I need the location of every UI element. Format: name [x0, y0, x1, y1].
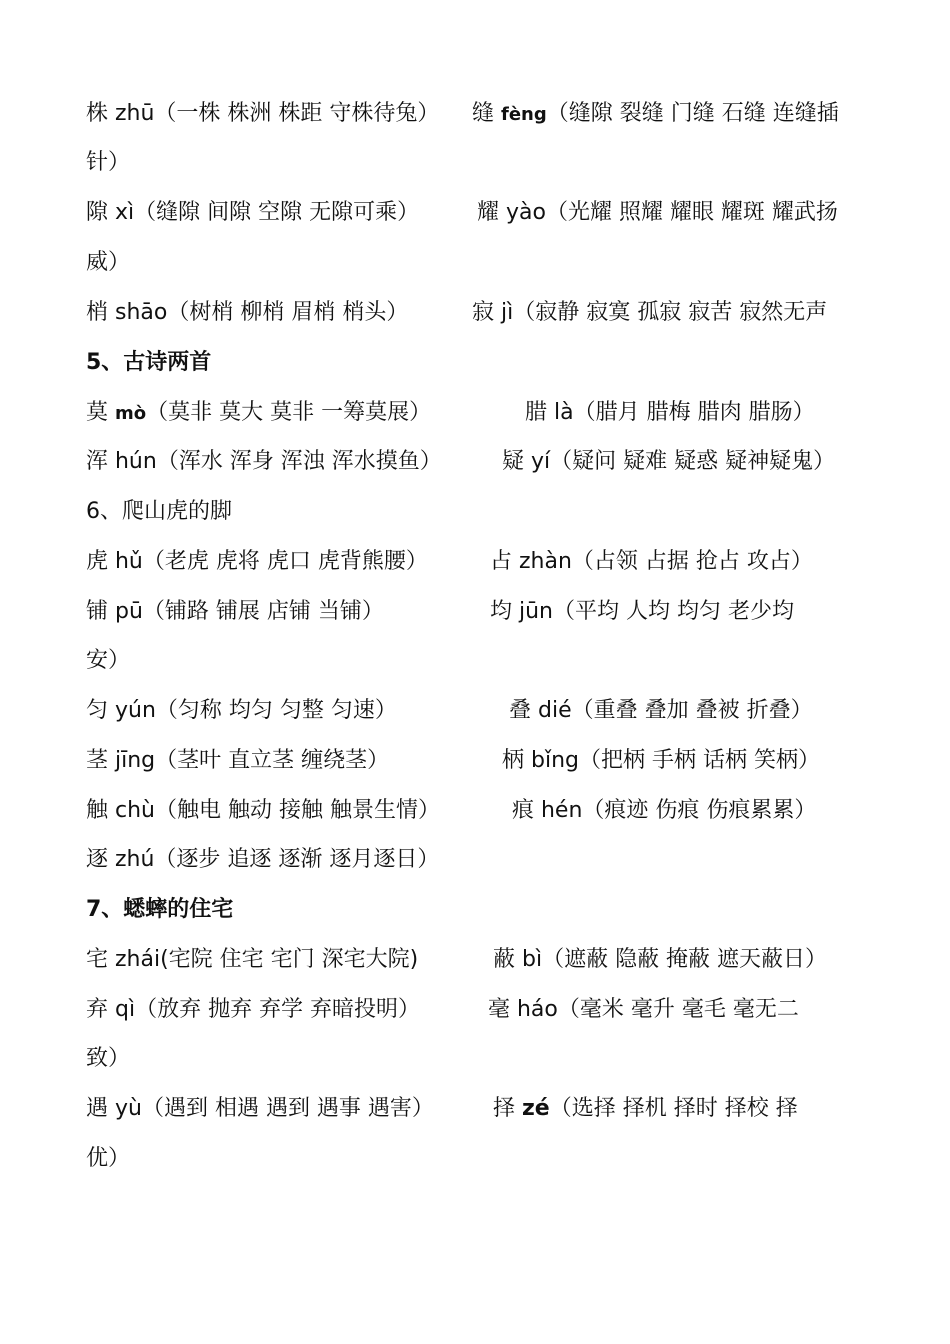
vocab-entry-zhai: 宅 zhái(宅院 住宅 宅门 深宅大院) — [86, 947, 419, 972]
vocab-entry-shao: 梢 shāo（树梢 柳梢 眉梢 梢头） — [86, 300, 409, 325]
vocab-entry-ji: 寂 jì（寂静 寂寞 孤寂 寂苦 寂然无声 — [472, 300, 828, 325]
vocab-entry-feng — [472, 99, 839, 130]
vocab-entry-pu: 铺 pū（铺路 铺展 店铺 当铺） — [86, 599, 384, 624]
vocab-entry-yun: 匀 yún（匀称 均匀 匀整 匀速） — [86, 698, 397, 723]
vocab-entry-qi: 弃 qì（放弃 抛弃 弃学 弃暗投明） — [86, 997, 421, 1022]
vocab-continuation: 优） — [86, 1146, 131, 1171]
entry-char: 莫 — [86, 400, 115, 425]
vocab-entry-chu: 触 chù（触电 触动 接触 触景生情） — [86, 798, 440, 823]
vocab-entry-hun: 浑 hún（浑水 浑身 浑浊 浑水摸鱼） — [86, 449, 442, 474]
vocab-entry-ze — [493, 1094, 798, 1124]
vocab-entry-yi: 疑 yí（疑问 疑难 疑惑 疑神疑鬼） — [502, 449, 836, 474]
section-heading: 5、古诗两首 — [86, 350, 212, 375]
entry-pinyin: zé — [522, 1096, 550, 1121]
entry-char: 择 — [493, 1096, 522, 1121]
vocab-entry-jun: 均 jūn（平均 人均 均匀 老少均 — [490, 599, 794, 624]
vocab-entry-bing: 柄 bǐng（把柄 手柄 话柄 笑柄） — [502, 748, 820, 773]
vocab-entry-bi: 蔽 bì（遮蔽 隐蔽 掩蔽 遮天蔽日） — [493, 947, 828, 972]
entry-words: （莫非 莫大 莫非 一筹莫展） — [146, 400, 432, 425]
entry-pinyin: fèng — [501, 104, 547, 125]
vocab-entry-mo — [86, 398, 431, 429]
vocab-entry-hu: 虎 hǔ（老虎 虎将 虎口 虎背熊腰） — [86, 549, 428, 574]
entry-pinyin: mò — [115, 403, 147, 424]
section-heading: 6、爬山虎的脚 — [86, 499, 232, 524]
vocab-entry-zhu: 株 zhū（一株 株洲 株距 守株待兔） — [86, 101, 440, 126]
vocab-continuation: 针） — [86, 150, 131, 175]
vocab-entry-hen: 痕 hén（痕迹 伤痕 伤痕累累） — [512, 798, 817, 823]
vocab-entry-hao: 毫 háo（毫米 毫升 毫毛 毫无二 — [488, 997, 799, 1022]
vocab-entry-yao: 耀 yào（光耀 照耀 耀眼 耀斑 耀武扬 — [477, 200, 838, 225]
vocab-entry-die: 叠 dié（重叠 叠加 叠被 折叠） — [509, 698, 813, 723]
section-heading: 7、蟋蟀的住宅 — [86, 897, 234, 922]
vocab-continuation: 威） — [86, 250, 131, 275]
vocab-entry-yu: 遇 yù（遇到 相遇 遇到 遇事 遇害） — [86, 1096, 434, 1121]
vocab-continuation: 安） — [86, 648, 131, 673]
vocab-entry-la: 腊 là（腊月 腊梅 腊肉 腊肠） — [525, 400, 815, 425]
vocab-entry-xi: 隙 xì（缝隙 间隙 空隙 无隙可乘） — [86, 200, 420, 225]
entry-words: （缝隙 裂缝 门缝 石缝 连缝插 — [546, 101, 839, 126]
vocab-entry-zhu2: 逐 zhú（逐步 追逐 逐渐 逐月逐日） — [86, 847, 440, 872]
vocab-entry-jing: 茎 jīng（茎叶 直立茎 缠绕茎） — [86, 748, 390, 773]
vocab-entry-zhan: 占 zhàn（占领 占据 抢占 攻占） — [490, 549, 813, 574]
entry-words: （选择 择机 择时 择校 择 — [549, 1096, 798, 1121]
vocab-continuation: 致） — [86, 1046, 131, 1071]
entry-char: 缝 — [472, 101, 501, 126]
